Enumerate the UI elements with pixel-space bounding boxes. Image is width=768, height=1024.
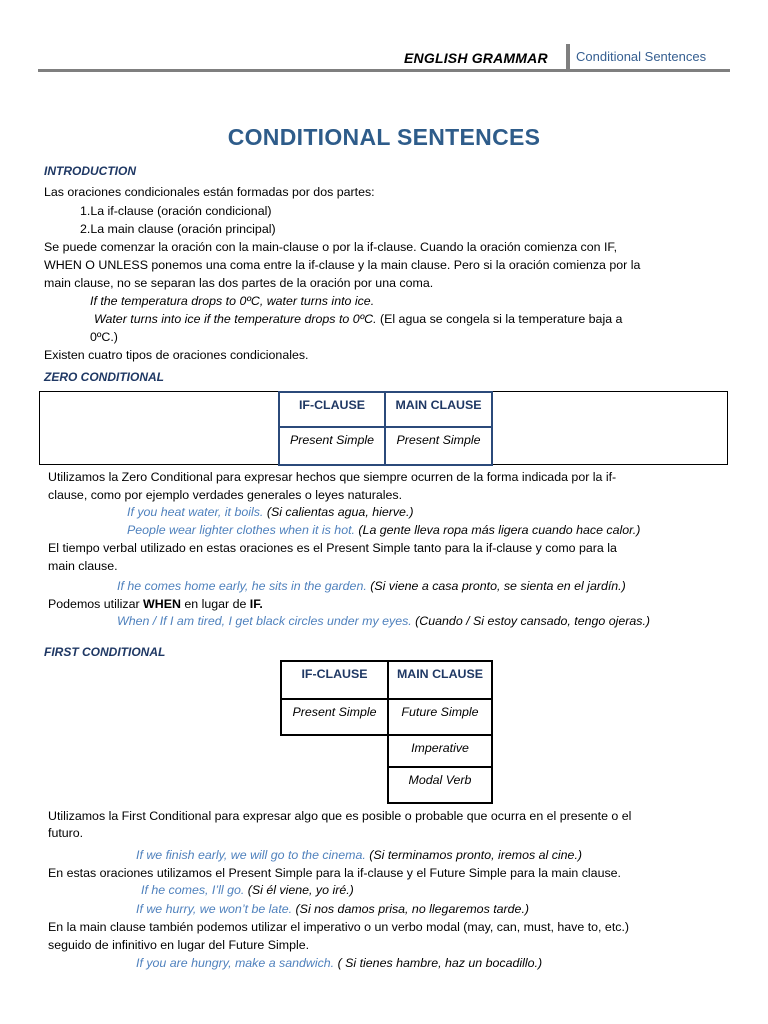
header-title: ENGLISH GRAMMAR bbox=[404, 50, 548, 66]
first-para3-line1: En la main clause también podemos utilizar el imperativo o un verbo modal (may, can, must, have to, etc.) bbox=[48, 920, 630, 934]
zero-table bbox=[278, 391, 493, 466]
page-title: CONDITIONAL SENTENCES bbox=[227, 124, 541, 150]
first-table bbox=[280, 660, 493, 804]
header-rule bbox=[38, 69, 730, 72]
zero-example3 bbox=[117, 577, 626, 595]
first-example2-text: If he comes, I’ll go. bbox=[141, 883, 245, 897]
zero-example2-translation: (La gente lleva ropa más ligera cuando hace calor.) bbox=[354, 523, 641, 537]
intro-last-line: Existen cuatro tipos de oraciones condicionales. bbox=[44, 348, 309, 362]
zero-para3-a: Podemos utilizar bbox=[48, 597, 144, 611]
intro-example2-text: Water turns into ice if the temperature drops to 0ºC. bbox=[94, 312, 377, 326]
zero-para3-c: en lugar de bbox=[180, 597, 250, 611]
zero-example1 bbox=[127, 503, 414, 521]
first-example2-translation: (Si él viene, yo iré.) bbox=[244, 883, 354, 897]
first-example4 bbox=[136, 954, 542, 972]
zero-para2-line1: El tiempo verbal utilizado en estas oraciones es el Present Simple tanto para la if-clause y como para la bbox=[48, 541, 617, 555]
intro-example2-translation: (El agua se congela si la temperature baja a bbox=[376, 312, 623, 326]
intro-line1: Las oraciones condicionales están formadas por dos partes: bbox=[44, 185, 375, 199]
first-example3-translation: (Si nos damos prisa, no llegaremos tarde.) bbox=[292, 902, 530, 916]
first-table-empty-cell1 bbox=[281, 735, 388, 767]
zero-example3-text: If he comes home early, he sits in the garden. bbox=[117, 579, 367, 593]
first-example1 bbox=[136, 846, 582, 864]
intro-item1: 1.La if-clause (oración condicional) bbox=[80, 204, 272, 218]
zero-example4-translation: (Cuando / Si estoy cansado, tengo ojeras.) bbox=[411, 614, 651, 628]
intro-para-line2: WHEN O UNLESS ponemos una coma entre la if-clause y la main clause. Pero si la oración comienza por la bbox=[44, 258, 641, 272]
first-heading: FIRST CONDITIONAL bbox=[44, 645, 166, 659]
first-table-main-value1: Future Simple bbox=[388, 699, 492, 735]
first-example4-translation: ( Si tienes hambre, haz un bocadillo.) bbox=[334, 956, 543, 970]
zero-example1-text: If you heat water, it boils. bbox=[127, 505, 264, 519]
intro-example1: If the temperatura drops to 0ºC, water turns into ice. bbox=[90, 294, 375, 308]
zero-para3-if: IF. bbox=[249, 597, 263, 611]
zero-para1-line2: clause, como por ejemplo verdades generales o leyes naturales. bbox=[48, 488, 403, 502]
first-example3-text: If we hurry, we won’t be late. bbox=[136, 902, 293, 916]
zero-example3-translation: (Si viene a casa pronto, se sienta en el jardín.) bbox=[366, 579, 626, 593]
first-example1-translation: (Si terminamos pronto, iremos al cine.) bbox=[365, 848, 583, 862]
first-table-main-value2: Imperative bbox=[388, 735, 492, 767]
zero-example2-text: People wear lighter clothes when it is hot. bbox=[127, 523, 355, 537]
first-table-header-if: IF-CLAUSE bbox=[281, 661, 388, 699]
first-para3-line2: seguido de infinitivo en lugar del Future Simple. bbox=[48, 938, 310, 952]
zero-example4-text: When / If I am tired, I get black circles under my eyes. bbox=[117, 614, 412, 628]
first-example1-text: If we finish early, we will go to the cinema. bbox=[136, 848, 366, 862]
zero-table-header-main: MAIN CLAUSE bbox=[385, 392, 492, 427]
zero-para1-line1: Utilizamos la Zero Conditional para expresar hechos que siempre ocurren de la forma indicada por la if- bbox=[48, 470, 617, 484]
zero-para3 bbox=[48, 595, 263, 613]
zero-table-if-value: Present Simple bbox=[279, 427, 385, 465]
header-separator bbox=[566, 44, 570, 71]
zero-table-header-if: IF-CLAUSE bbox=[279, 392, 385, 427]
intro-heading: INTRODUCTION bbox=[44, 164, 136, 178]
intro-example2-translation-end: 0ºC.) bbox=[90, 330, 118, 344]
intro-item2: 2.La main clause (oración principal) bbox=[80, 222, 276, 236]
zero-para3-when: WHEN bbox=[143, 597, 181, 611]
intro-example2 bbox=[94, 310, 622, 328]
zero-table-main-value: Present Simple bbox=[385, 427, 492, 465]
intro-para-line1: Se puede comenzar la oración con la main-clause o por la if-clause. Cuando la oración comienza con IF, bbox=[44, 240, 618, 254]
intro-para-line3: main clause, no se separan las dos partes de la oración por una coma. bbox=[44, 276, 434, 290]
first-example4-text: If you are hungry, make a sandwich. bbox=[136, 956, 335, 970]
zero-para2-line2: main clause. bbox=[48, 559, 118, 573]
zero-heading: ZERO CONDITIONAL bbox=[44, 370, 164, 384]
first-para1-line2: futuro. bbox=[48, 826, 84, 840]
header-subtitle: Conditional Sentences bbox=[576, 49, 707, 64]
first-table-main-value3: Modal Verb bbox=[388, 767, 492, 803]
first-example3 bbox=[136, 900, 529, 918]
zero-example1-translation: (Si calientas agua, hierve.) bbox=[263, 505, 414, 519]
zero-example2 bbox=[127, 521, 640, 539]
first-table-empty-cell2 bbox=[281, 767, 388, 803]
first-table-if-value: Present Simple bbox=[281, 699, 388, 735]
first-example2 bbox=[141, 881, 354, 899]
zero-example4 bbox=[117, 612, 650, 630]
first-para1-line1: Utilizamos la First Conditional para expresar algo que es posible o probable que ocurra en el presente o el bbox=[48, 809, 632, 823]
first-para2: En estas oraciones utilizamos el Present Simple para la if-clause y el Future Simple para la main clause. bbox=[48, 866, 621, 880]
first-table-header-main: MAIN CLAUSE bbox=[388, 661, 492, 699]
